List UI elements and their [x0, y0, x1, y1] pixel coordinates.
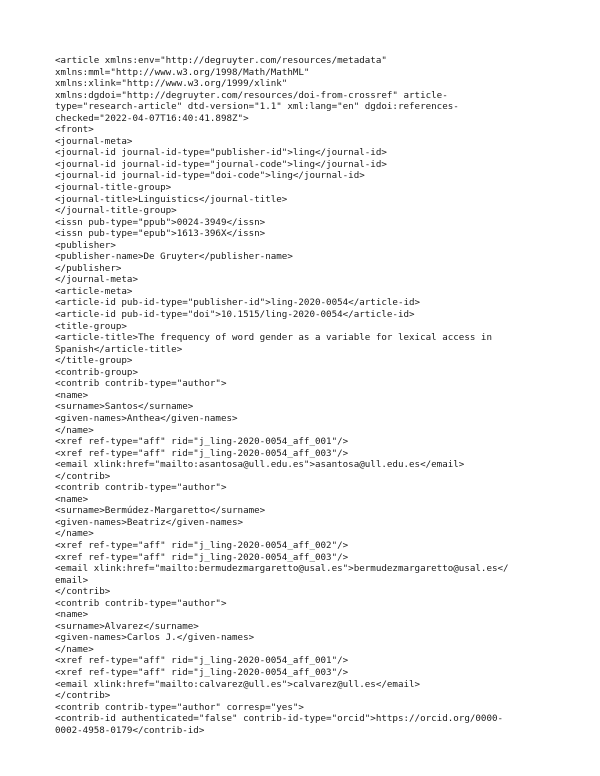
code-line: <contrib-id authenticated="false" contrib-id-type="orcid">https://orcid.org/0000-	[55, 713, 504, 725]
code-line: </contrib>	[55, 690, 111, 702]
code-line: <issn pub-type="epub">1613-396X</issn>	[55, 228, 266, 240]
code-line: <surname>Alvarez</surname>	[55, 620, 199, 632]
code-line: <article-title>The frequency of word gender as a variable for lexical access in	[55, 332, 492, 344]
code-line: </name>	[55, 528, 94, 540]
code-line: </name>	[55, 643, 94, 655]
code-line: <contrib contrib-type="author">	[55, 482, 227, 494]
code-line: email>	[55, 574, 89, 586]
code-line: <xref ref-type="aff" rid="j_ling-2020-0054_aff_001"/>	[55, 436, 349, 448]
code-line: <xref ref-type="aff" rid="j_ling-2020-0054_aff_002"/>	[55, 539, 349, 551]
code-line: <given-names>Carlos J.</given-names>	[55, 632, 255, 644]
code-line: <article-id pub-id-type="doi">10.1515/ling-2020-0054</article-id>	[55, 309, 415, 321]
code-line: Spanish</article-title>	[55, 343, 183, 355]
code-line: <front>	[55, 124, 94, 136]
code-line: <email xlink:href="mailto:bermudezmargaretto@usal.es">bermudezmargaretto@usal.es</	[55, 563, 509, 575]
code-line: <contrib-group>	[55, 366, 138, 378]
code-line: <surname>Santos</surname>	[55, 401, 194, 413]
code-line: <contrib contrib-type="author">	[55, 597, 227, 609]
code-line: <journal-id journal-id-type="publisher-id">ling</journal-id>	[55, 147, 387, 159]
code-line: <contrib contrib-type="author" corresp="yes">	[55, 701, 304, 713]
code-line: </contrib>	[55, 470, 111, 482]
code-line: xmlns:mml="http://www.w3.org/1998/Math/MathML"	[55, 66, 310, 78]
code-line: <journal-id journal-id-type="journal-code">ling</journal-id>	[55, 158, 387, 170]
code-line: <given-names>Anthea</given-names>	[55, 412, 238, 424]
code-line: checked="2022-04-07T16:40:41.898Z">	[55, 112, 249, 124]
code-line: <journal-title>Linguistics</journal-title>	[55, 193, 288, 205]
code-line: <given-names>Beatriz</given-names>	[55, 516, 244, 528]
code-line: xmlns:dgdoi="http://degruyter.com/resources/doi-from-crossref" article-	[55, 89, 448, 101]
code-line: <xref ref-type="aff" rid="j_ling-2020-0054_aff_003"/>	[55, 666, 349, 678]
code-line: <publisher>	[55, 239, 116, 251]
code-line: <journal-meta>	[55, 135, 133, 147]
code-line: </title-group>	[55, 355, 133, 367]
code-line: <publisher-name>De Gruyter</publisher-name>	[55, 251, 293, 263]
code-line: <article-meta>	[55, 285, 133, 297]
code-line: <journal-title-group>	[55, 182, 172, 194]
code-line: <xref ref-type="aff" rid="j_ling-2020-0054_aff_001"/>	[55, 655, 349, 667]
code-line: <article-id pub-id-type="publisher-id">ling-2020-0054</article-id>	[55, 297, 421, 309]
code-line: <xref ref-type="aff" rid="j_ling-2020-0054_aff_003"/>	[55, 447, 349, 459]
code-line: <name>	[55, 609, 89, 621]
code-line: </journal-meta>	[55, 274, 138, 286]
code-line: <xref ref-type="aff" rid="j_ling-2020-0054_aff_003"/>	[55, 551, 349, 563]
code-line: 0002-4958-0179</contrib-id>	[55, 724, 205, 736]
code-line: <name>	[55, 389, 89, 401]
code-line: xmlns:xlink="http://www.w3.org/1999/xlink"	[55, 78, 288, 90]
code-line: </publisher>	[55, 262, 122, 274]
code-line: </name>	[55, 424, 94, 436]
code-line: <contrib contrib-type="author">	[55, 378, 227, 390]
code-line: <surname>Bermúdez-Margaretto</surname>	[55, 505, 266, 517]
code-line: <name>	[55, 493, 89, 505]
code-line: <article xmlns:env="http://degruyter.com/resources/metadata"	[55, 55, 387, 66]
code-line: </journal-title-group>	[55, 205, 177, 217]
xml-source-text	[55, 55, 545, 736]
code-line: </contrib>	[55, 586, 111, 598]
code-line: <journal-id journal-id-type="doi-code">ling</journal-id>	[55, 170, 365, 182]
code-line: <issn pub-type="ppub">0024-3949</issn>	[55, 216, 266, 228]
code-line: <email xlink:href="mailto:asantosa@ull.edu.es">asantosa@ull.edu.es</email>	[55, 459, 465, 471]
code-line: <email xlink:href="mailto:calvarez@ull.es">calvarez@ull.es</email>	[55, 678, 421, 690]
code-line: <title-group>	[55, 320, 127, 332]
code-line: type="research-article" dtd-version="1.1" xml:lang="en" dgdoi:references-	[55, 101, 459, 113]
